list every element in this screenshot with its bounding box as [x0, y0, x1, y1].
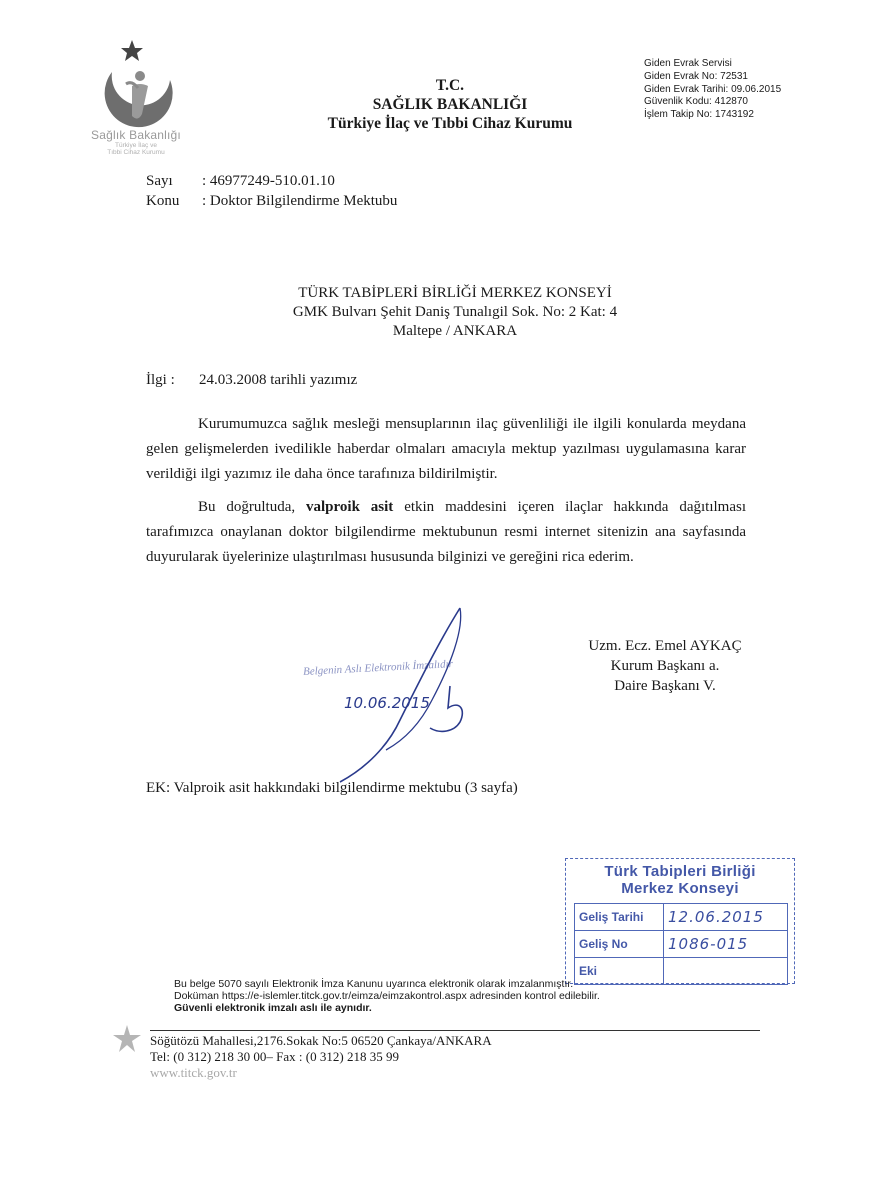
receipt-date-label: Geliş Tarihi — [575, 904, 664, 931]
outgoing-document-info — [644, 58, 781, 122]
konu-row — [146, 191, 397, 211]
table-row — [575, 958, 788, 985]
ilgi-label: İlgi : — [146, 372, 175, 388]
sayi-label: Sayı — [146, 173, 173, 189]
receipt-no-label: Geliş No — [575, 931, 664, 958]
recipient-city: Maltepe / ANKARA — [392, 323, 518, 339]
logo-caption — [80, 128, 192, 156]
receipt-stamp-title-2: Merkez Konseyi — [621, 880, 739, 897]
recipient-street: GMK Bulvarı Şehit Daniş Tunalıgil Sok. No: 2 Kat: 4 — [292, 304, 618, 320]
footer-address: Söğütözü Mahallesi,2176.Sokak No:5 06520 Çankaya/ANKARA — [150, 1033, 492, 1048]
signatory-name: Uzm. Ecz. Emel AYKAÇ — [588, 638, 742, 654]
signature-date: 10.06.2015 — [344, 694, 430, 712]
handwritten-signature-icon — [300, 600, 520, 790]
letter-header — [300, 76, 600, 133]
footer-phone: Tel: (0 312) 218 30 00– Fax : (0 312) 218 35 99 — [150, 1049, 399, 1064]
receipt-stamp — [565, 858, 795, 984]
logo-sub-1: Türkiye İlaç ve — [115, 142, 157, 149]
p2-rest: etkin maddesini içeren ilaçlar hakkında dağıtılması tarafımızca onaylanan doktor bilgilendirme mektubunun resmi internet sitenizin ana sayfasında duyurularak üyelerinize ulaştırılması hususunda bilginizi ve gereğini rica ederim. — [146, 499, 746, 565]
signatory-title-2: Daire Başkanı V. — [614, 678, 716, 694]
meta-line: Giden Evrak Tarihi: 09.06.2015 — [644, 83, 782, 95]
sayi-row — [146, 171, 397, 191]
receipt-attachment-label: Eki — [575, 958, 664, 985]
header-ministry: SAĞLIK BAKANLIĞI — [372, 96, 528, 113]
footer — [150, 1033, 492, 1081]
esign-line-2: Doküman https://e-islemler.titck.gov.tr/eimza/eimzakontrol.aspx adresinden kontrol edilebilir. — [174, 990, 600, 1002]
meta-line: Giden Evrak Servisi — [644, 58, 732, 69]
table-row — [575, 931, 788, 958]
ilgi-row — [146, 372, 357, 389]
table-row — [575, 904, 788, 931]
meta-line: Güvenlik Kodu: 412870 — [644, 96, 748, 108]
receipt-stamp-title-1: Türk Tabipleri Birliği — [604, 863, 756, 880]
p2-substance: valproik asit — [306, 499, 394, 515]
meta-line: İşlem Takip No: 1743192 — [644, 109, 754, 121]
receipt-no-value: 1086-015 — [664, 931, 788, 958]
logo-sub-2: Tıbbi Cihaz Kurumu — [107, 149, 165, 156]
konu-label: Konu — [146, 193, 180, 209]
signatory-title-1: Kurum Başkanı a. — [610, 658, 720, 674]
reference-block — [146, 171, 397, 211]
esign-line-1: Bu belge 5070 sayılı Elektronik İmza Kanunu uyarınca elektronik olarak imzalanmıştır. — [174, 978, 574, 990]
footer-website[interactable]: www.titck.gov.tr — [150, 1065, 237, 1080]
ilgi-value: 24.03.2008 tarihli yazımız — [199, 372, 358, 388]
signatory-block — [560, 636, 770, 696]
p2-intro: Bu doğrultuda, — [198, 499, 307, 515]
header-agency: Türkiye İlaç ve Tıbbi Cihaz Kurumu — [327, 115, 573, 132]
attachment-line: EK: Valproik asit hakkındaki bilgilendirme mektubu (3 sayfa) — [146, 780, 518, 796]
header-tc: T.C. — [435, 77, 465, 94]
esign-line-3: Güvenli elektronik imzalı aslı ile aynıdır. — [174, 1002, 372, 1014]
receipt-stamp-table — [574, 903, 788, 985]
receipt-attachment-value — [664, 958, 788, 985]
konu-value: : Doktor Bilgilendirme Mektubu — [202, 193, 398, 209]
body-paragraph-1: Kurumumuzca sağlık mesleği mensuplarının ilaç güvenliliği ile ilgili konularda meydana gelen gelişmelerden ivedilikle haberdar olmaları amacıyla mektup yazılması uygulamasına karar verildiği ilgi yazımız ile daha önce tarafınıza bildirilmiştir. — [146, 416, 746, 482]
recipient-address — [240, 284, 670, 341]
body-paragraph-2 — [146, 495, 746, 570]
meta-line: Giden Evrak No: 72531 — [644, 70, 748, 82]
receipt-date-value: 12.06.2015 — [664, 904, 788, 931]
esignature-note — [174, 978, 600, 1014]
receipt-stamp-title — [566, 859, 794, 897]
sayi-value: : 46977249-510.01.10 — [202, 173, 335, 189]
footer-star-icon — [112, 1024, 142, 1054]
stamp-ghost-text: Belgenin Aslı Elektronik İmzalıdır — [302, 658, 454, 678]
recipient-name: TÜRK TABİPLERİ BİRLİĞİ MERKEZ KONSEYİ — [298, 285, 612, 301]
logo-name: Sağlık Bakanlığı — [91, 128, 181, 142]
footer-divider — [150, 1030, 760, 1031]
